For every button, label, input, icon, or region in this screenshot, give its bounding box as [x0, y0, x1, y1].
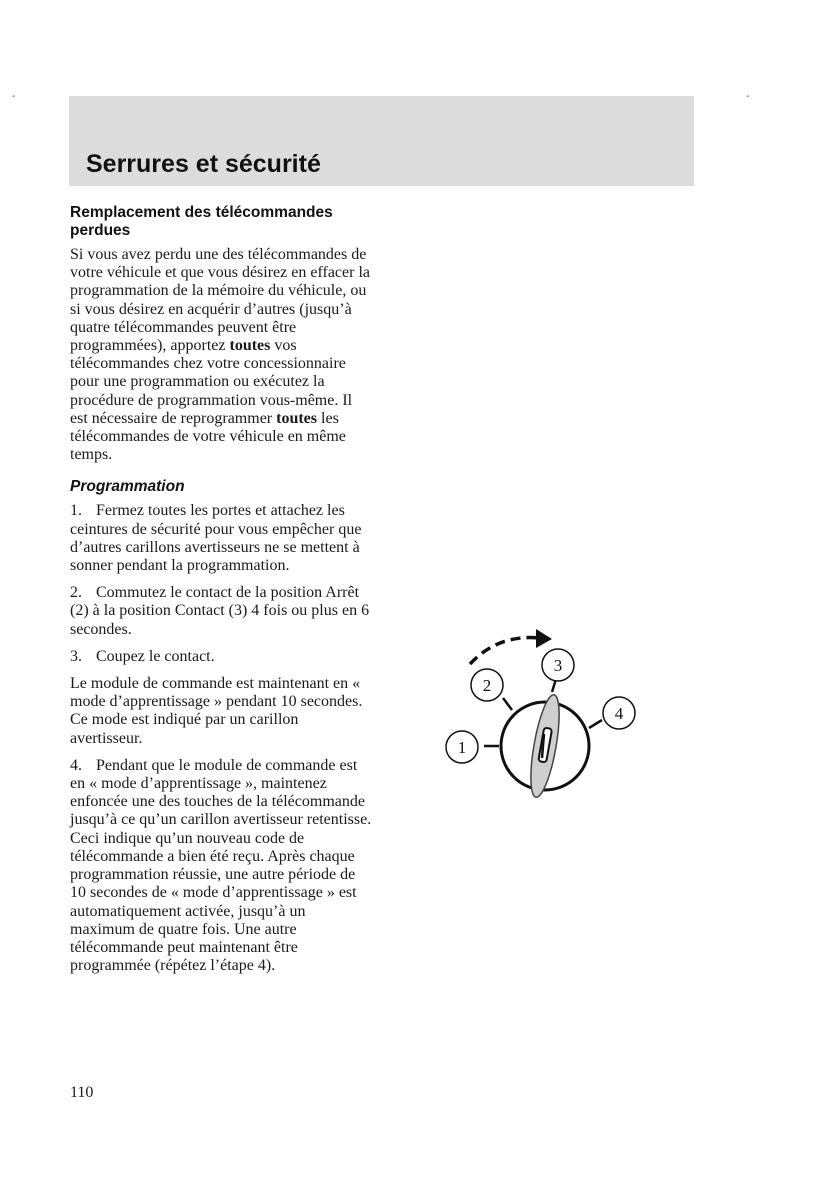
- step-4: 4. Pendant que le module de commande est en « mode d’apprentissage », maintenez enfoncée une des touches de la télécommande jusqu’à ce qu’un carillon avertisseur retentisse. Ceci indique qu’un nouveau code de télécommande a bien été reçu. Après chaque programmation réussie, une autre période de 10 secondes de « mode d’apprentissage » est automatiquement activée, jusqu’à un maximum de quatre fois. Une autre télécommande peut maintenant être programmée (répétez l’étape 4).: [70, 756, 372, 975]
- step-number: 2.: [70, 584, 82, 602]
- leader-line-2: [503, 698, 512, 710]
- emphasis-toutes-2: toutes: [276, 409, 318, 427]
- svg-text:2: 2: [482, 676, 492, 695]
- callout-3: [542, 649, 574, 681]
- learning-mode-note: Le module de commande est maintenant en « mode d’apprentissage » pendant 10 secondes. Ce mode est indiqué par un carillon avertisseur.: [70, 675, 363, 747]
- section-heading: Remplacement des télécommandes perdues: [70, 204, 333, 239]
- svg-text:1: 1: [457, 738, 467, 757]
- page-number: 110: [70, 1084, 94, 1101]
- step-1: 1. Fermez toutes les portes et attachez les ceintures de sécurité pour vous empêcher que d’autres carillons avertisseurs ne se mettent à sonner pendant la programmation.: [70, 502, 362, 575]
- step-3: 3. Coupez le contact.: [70, 647, 215, 665]
- text-column: [70, 204, 372, 984]
- callout-1: [446, 731, 478, 763]
- callout-4: [603, 697, 635, 729]
- step-number: 3.: [70, 647, 82, 665]
- rotation-arrow: [470, 638, 540, 664]
- callout-2: [471, 669, 503, 701]
- programming-heading: Programmation: [70, 478, 185, 496]
- step-number: 1.: [70, 502, 82, 520]
- chapter-header: [69, 96, 694, 186]
- emphasis-toutes-1: toutes: [229, 337, 271, 355]
- arrow-head-icon: [536, 629, 552, 648]
- svg-text:3: 3: [553, 656, 563, 675]
- crop-mark-left: -: [12, 91, 16, 102]
- ignition-switch-figure: [440, 624, 640, 804]
- leader-line-4: [589, 720, 602, 728]
- chapter-title: Serrures et sécurité: [86, 150, 321, 178]
- intro-paragraph: Si vous avez perdu une des télécommandes de votre véhicule et que vous désirez en effacer la programmation de la mémoire du véhicule, ou si vous désirez en acquérir d’autres (jusqu’à quatre télécommandes peuvent être programmées), apportez toutes vos télécommandes chez votre concessionnaire pour une programmation ou exécutez la procédure de programmation vous-même. Il est nécessaire de reprogrammer toutes les télécommandes de votre véhicule en même temps.: [70, 246, 370, 464]
- ignition-switch-diagram: [440, 624, 640, 804]
- step-number: 4.: [70, 756, 82, 774]
- svg-text:4: 4: [614, 704, 624, 723]
- crop-mark-right: -: [746, 91, 750, 102]
- step-2: 2. Commutez le contact de la position Arrêt (2) à la position Contact (3) 4 fois ou plus en 6 secondes.: [70, 584, 370, 638]
